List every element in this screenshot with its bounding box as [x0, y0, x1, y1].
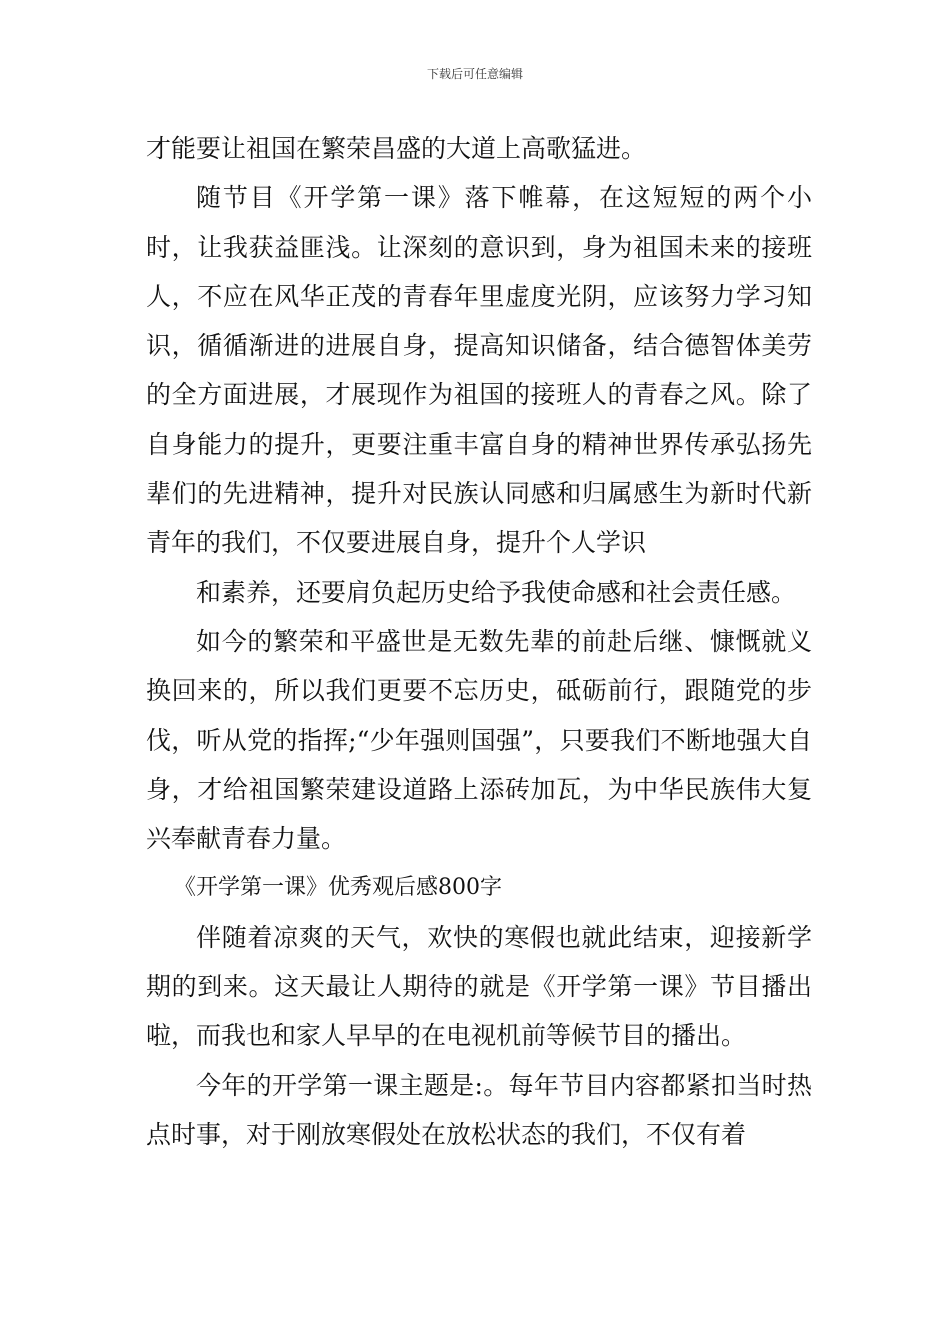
paragraph-5: 伴随着凉爽的天气，欢快的寒假也就此结束，迎接新学期的到来。这天最让人期待的就是《开学第一课》节目播出啦，而我也和家人早早的在电视机前等候节目的播出。	[146, 922, 812, 1051]
paragraph-4: 如今的繁荣和平盛世是无数先辈的前赴后继、慷慨就义换回来的，所以我们更要不忘历史，砥砺前行，跟随党的步伐，听从党的指挥;“少年强则国强”，只要我们不断地强大自身，才给祖国繁荣建设道路上添砖加瓦，为中华民族伟大复兴奉献青春力量。	[146, 626, 812, 854]
document-body	[146, 124, 812, 1159]
section-heading: 《开学第一课》优秀观后感800字	[174, 875, 502, 901]
paragraph-6: 今年的开学第一课主题是:。每年节目内容都紧扣当时热点时事，对于刚放寒假处在放松状态的我们，不仅有着	[146, 1070, 812, 1149]
page-header: 下载后可任意编辑	[426, 67, 523, 81]
paragraph-2: 随节目《开学第一课》落下帷幕，在这短短的两个小时，让我获益匪浅。让深刻的意识到，身为祖国未来的接班人，不应在风华正茂的青春年里虚度光阴，应该努力学习知识，循循渐进的进展自身，提高知识储备，结合德智体美劳的全方面进展，才展现作为祖国的接班人的青春之风。除了自身能力的提升，更要注重丰富自身的精神世界传承弘扬先辈们的先进精神，提升对民族认同感和归属感生为新时代新青年的我们，不仅要进展自身，提升个人学识	[146, 183, 812, 558]
paragraph-3: 和素养，还要肩负起历史给予我使命感和社会责任感。	[196, 577, 797, 607]
paragraph-1: 才能要让祖国在繁荣昌盛的大道上高歌猛进。	[146, 134, 647, 163]
